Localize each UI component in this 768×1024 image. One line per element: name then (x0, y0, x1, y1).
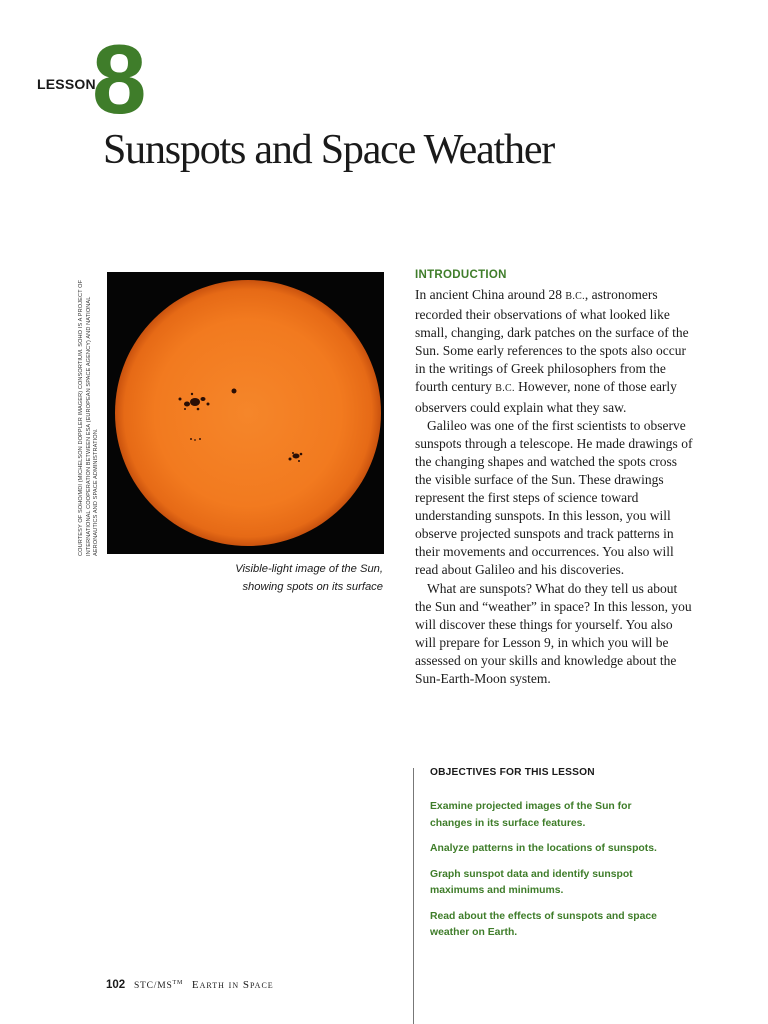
introduction-paragraph-2: Galileo was one of the first scientists to observe sunspots through a telescope. He made drawings of the changing shapes and watched the spots cross the visible surface of the Sun. These drawings represent the first steps of science toward understanding sunspots. In this lesson, you will observe projected sunspots and track patterns in their movements and occurrences. You also will read about Galileo and his discoveries. (415, 417, 693, 578)
lesson-number: 8 (92, 24, 143, 134)
page-title: Sunspots and Space Weather (103, 127, 555, 173)
objective-item: Examine projected images of the Sun for changes in its surface features. (430, 801, 632, 829)
objectives-heading: OBJECTIVES FOR THIS LESSON (430, 767, 595, 778)
intro-text: , astronomers recorded their observations of what looked like small, changing, dark patches on the surface of the Sun. Some early references to the spots also occur in the writings of Greek philosophers from the fourth century (415, 287, 689, 395)
intro-text: However, none of those early observers could explain what they saw. (415, 379, 677, 415)
intro-text: In ancient China around 28 (415, 287, 566, 302)
footer-brand (134, 981, 183, 991)
objective-item: Analyze patterns in the locations of sunspots. (430, 843, 657, 854)
sunspot-small (232, 389, 237, 394)
caption-line-2: showing spots on its surface (242, 581, 383, 593)
objective-item: Graph sunspot data and identify sunspot maximums and minimums. (430, 868, 633, 896)
sun-image (107, 272, 384, 554)
book-title: Earth in Space (191, 979, 274, 991)
introduction-paragraph-1 (415, 286, 695, 417)
trademark-mark: TM (172, 979, 184, 986)
objective-item: Read about the effects of sunspots and space weather on Earth. (430, 910, 657, 938)
introduction-heading: INTRODUCTION (415, 269, 507, 281)
sun-photo (107, 272, 384, 554)
introduction-body (415, 286, 695, 688)
image-credit: COURTESY OF SOHO/MDI (MICHELSON DOPPLER IMAGER) CONSORTIUM. SOHO IS A PROJECT OF INTERNATIONAL COOPERATION BETWEEN ESA (EUROPEAN SPACE AGENCY) AND NATIONAL AERONAUTICS AND SPACE ADMINISTRATION. (78, 279, 99, 556)
sun-disk (115, 280, 381, 546)
page-footer (106, 979, 274, 991)
introduction-paragraph-3: What are sunspots? What do they tell us about the Sun and “weather” in space? In this lesson, you will discover these things for yourself. You also will prepare for Lesson 9, in which you will be assessed on your skills and knowledge about the Sun-Earth-Moon system. (415, 580, 692, 686)
objectives-rule (413, 768, 414, 1024)
brand-name: STC/MS (133, 981, 173, 991)
caption-line-1: Visible-light image of the Sun, (235, 563, 383, 575)
era-abbreviation: B.C. (565, 291, 585, 302)
lesson-label: LESSON (37, 76, 96, 92)
page-number: 102 (106, 979, 126, 991)
figure-caption (200, 560, 383, 596)
era-abbreviation: B.C. (495, 383, 515, 395)
objectives-list (430, 799, 660, 951)
